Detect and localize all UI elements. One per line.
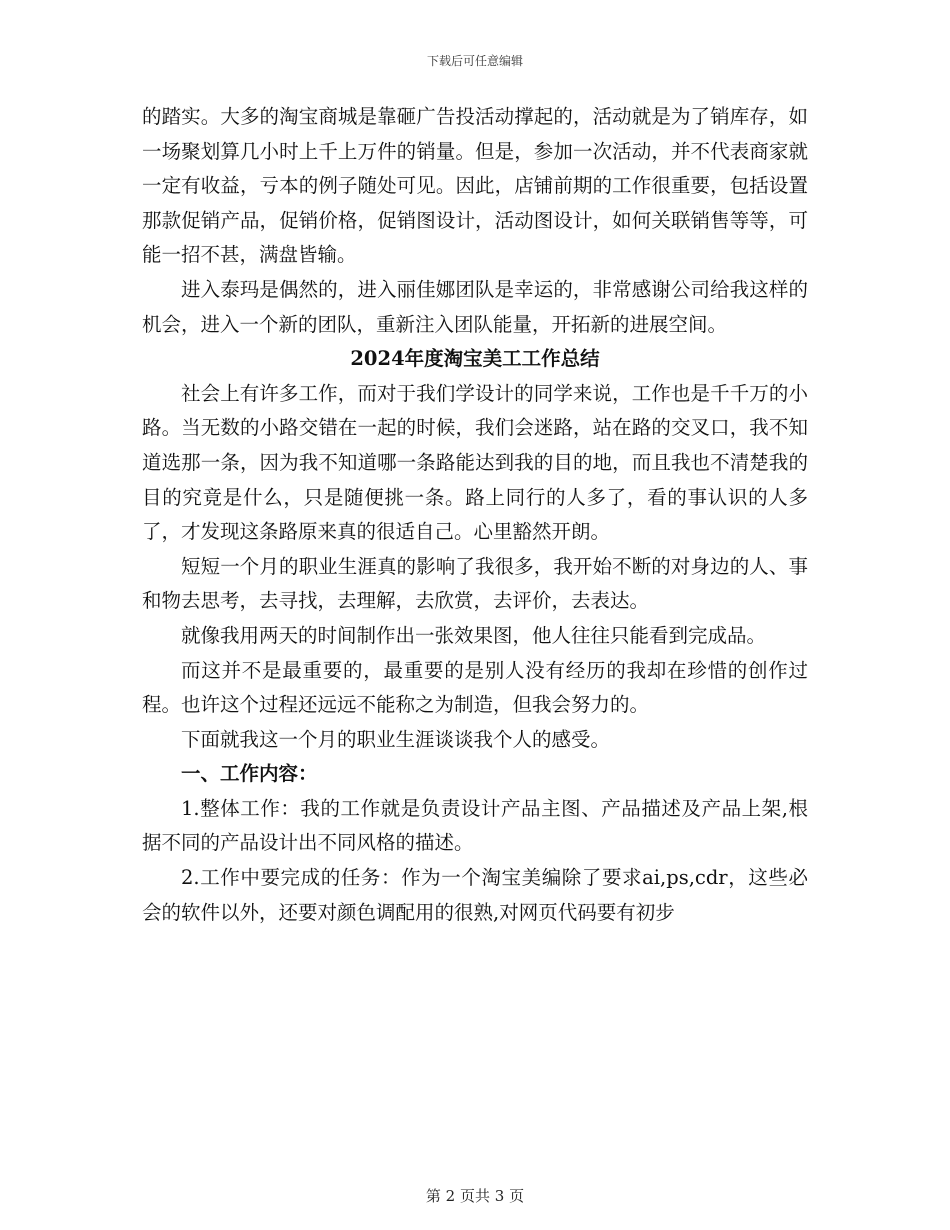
section-title: 2024年度淘宝美工工作总结 [350,347,600,371]
paragraph: 而这并不是最重要的，最重要的是别人没有经历的我却在珍惜的创作过程。也许这个过程还远远不能称之为制造，但我会努力的。 [142,658,808,717]
paragraph: 社会上有许多工作，而对于我们学设计的同学来说，工作也是千千万的小路。当无数的小路交错在一起的时候，我们会迷路，站在路的交叉口，我不知道选那一条，因为我不知道哪一条路能达到我的目的地，而且我也不清楚我的目的究竟是什么，只是随便挑一条。路上同行的人多了，看的事认识的人多了，才发现这条路原来真的很适自己。心里豁然开朗。 [142,381,808,544]
paragraph: 就像我用两天的时间制作出一张效果图，他人往往只能看到完成品。 [181,623,767,647]
page-footer: 第 2 页共 3 页 [425,1187,525,1205]
paragraph: 短短一个月的职业生涯真的影响了我很多，我开始不断的对身边的人、事和物去思考，去寻找，去理解，去欣赏，去评价，去表达。 [142,554,808,613]
list-item: 2.工作中要完成的任务：作为一个淘宝美编除了要求ai,ps,cdr，这些必会的软件以外，还要对颜色调配用的很熟,对网页代码要有初步 [142,866,808,924]
paragraph: 下面就我这一个月的职业生涯谈谈我个人的感受。 [181,727,611,751]
page-header: 下载后可任意编辑 [426,54,523,68]
paragraph-continuation: 的踏实。大多的淘宝商城是靠砸广告投活动撑起的，活动就是为了销库存，如一场聚划算几小时上千上万件的销量。但是，参加一次活动，并不代表商家就一定有收益，亏本的例子随处可见。因此，店铺前期的工作很重要，包括设置那款促销产品，促销价格，促销图设计，活动图设计，如何关联销售等等，可能一招不甚，满盘皆输。 [142,105,808,267]
document-body [142,100,808,930]
paragraph: 进入泰玛是偶然的，进入丽佳娜团队是幸运的，非常感谢公司给我这样的机会，进入一个新的团队，重新注入团队能量，开拓新的进展空间。 [142,277,808,336]
list-item: 1.整体工作：我的工作就是负责设计产品主图、产品描述及产品上架,根据不同的产品设计出不同风格的描述。 [142,796,808,855]
subheading: 一、工作内容： [181,762,318,786]
